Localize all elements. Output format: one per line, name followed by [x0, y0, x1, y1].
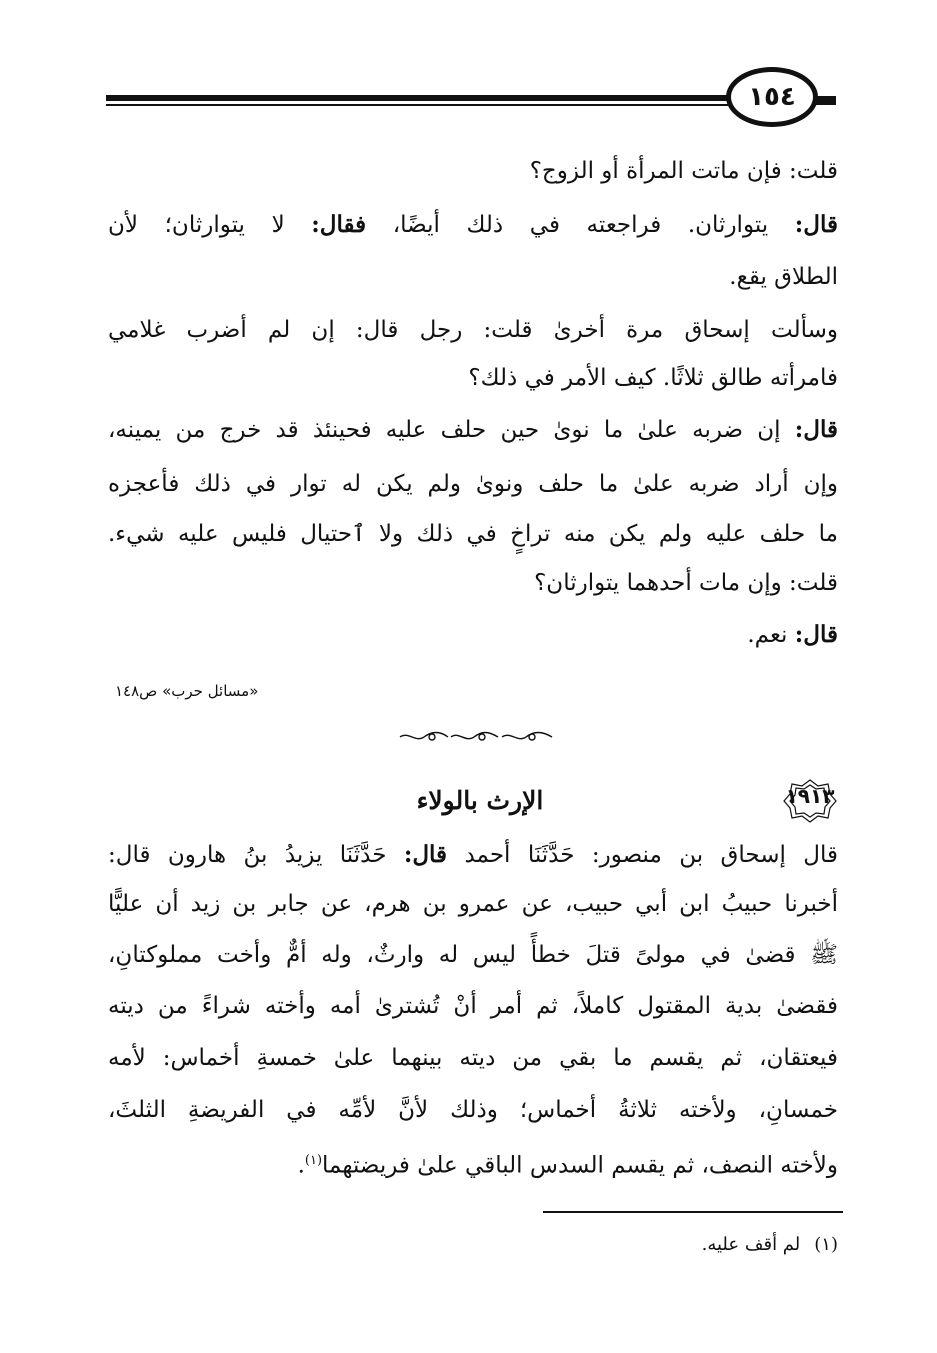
line-text: لا يتوارثان؛ لأن: [108, 212, 312, 238]
text-line: [108, 315, 838, 345]
text-line: [108, 940, 838, 970]
footnote-ref[interactable]: (١): [304, 1153, 323, 1168]
speaker-label: قال:: [794, 621, 838, 648]
text-line: [108, 519, 838, 549]
text-line: [108, 840, 838, 870]
text-line: [729, 262, 838, 292]
speaker-label: قال:: [794, 211, 838, 238]
line-text: الطلاق يقع.: [729, 264, 838, 290]
hadith-number: ١٩١٣: [785, 784, 835, 808]
text-line: [108, 415, 838, 445]
line-text: يتوارثان. فراجعته في ذلك أيضًا،: [366, 212, 795, 238]
line-text: إن ضربه علىٰ ما نوىٰ حين حلف عليه فحينئذ قد خرج من يمينه،: [108, 417, 795, 443]
line-text: نعم.: [747, 622, 795, 648]
text-line: [108, 1043, 838, 1073]
line-text: فقضىٰ بدية المقتول كاملاً، ثم أمر أنْ تُشترىٰ أمه وأخته شراءً من ديته: [108, 993, 838, 1019]
text-line: [108, 469, 838, 499]
line-text: قلت: فإن ماتت المرأة أو الزوج؟: [529, 158, 838, 184]
line-text: فيعتقان، ثم يقسم ما بقي من ديته بينهما علىٰ خمسةِ أخماس: لأمه: [108, 1045, 838, 1071]
text-line: [530, 156, 838, 186]
text-line: [468, 363, 838, 393]
line-text: قلت: وإن مات أحدهما يتوارثان؟: [534, 570, 838, 596]
footnote-text: لم أقف عليه.: [701, 1234, 801, 1255]
section-heading: الإرث بالولاء: [416, 786, 544, 815]
header-rule: [106, 95, 816, 101]
line-text: وسألت إسحاق مرة أخرىٰ قلت: رجل قال: إن لم أضرب غلامي: [108, 317, 838, 343]
line-text: وإن أراد ضربه علىٰ ما حلف ونوىٰ ولم يكن له توار في ذلك فأعجزه: [108, 471, 838, 497]
text-line: [108, 889, 838, 919]
line-text: .: [297, 1152, 305, 1179]
page-number: ١٥٤: [748, 82, 796, 112]
header-rule-thin: [106, 104, 816, 106]
text-line: [108, 1095, 838, 1125]
speaker-label: قال:: [403, 841, 448, 868]
line-text: أخبرنا حبيبُ ابن أبي حبيب، عن عمرو بن هرم، عن جابر بن زيد أن عليًّا: [108, 891, 838, 917]
footnote-rule: [543, 1211, 843, 1213]
speaker-label: فقال:: [311, 211, 367, 238]
page-number-badge: [726, 67, 818, 127]
text-line: [108, 210, 838, 240]
footnote: [702, 1234, 838, 1255]
line-text: ما حلف عليه ولم يكن منه تراخٍ في ذلك ولا ٱحتيال فليس عليه شيء.: [108, 521, 838, 547]
text-line: [534, 568, 838, 598]
text-line: [747, 620, 838, 650]
line-text: قال إسحاق بن منصور: حَدَّثَنَا أحمد: [447, 842, 838, 868]
speaker-label: قال:: [794, 416, 838, 443]
footnote-number: (١): [814, 1234, 838, 1255]
line-text: حَدَّثَنَا يزيدُ بنُ هارون قال:: [108, 842, 404, 868]
text-line: [298, 1146, 838, 1181]
source-citation: «مسائل حرب» ص١٤٨: [115, 682, 259, 700]
line-text: خمسانِ، ولأخته ثلاثةُ أخماس؛ وذلك لأنَّ لأمِّه في الفريضةِ الثلثَ،: [108, 1097, 838, 1123]
text-line: [108, 991, 838, 1021]
line-text: ﷺ قضىٰ في مولىً قتلَ خطأً ليس له وارثٌ، وله أمٌّ وأخت مملوكتانِ،: [108, 942, 838, 968]
line-text: فامرأته طالق ثلاثًا. كيف الأمر في ذلك؟: [468, 365, 838, 391]
line-text: ولأخته النصف، ثم يقسم السدس الباقي علىٰ فريضتهما: [322, 1152, 838, 1179]
ornament-divider: [398, 729, 554, 745]
